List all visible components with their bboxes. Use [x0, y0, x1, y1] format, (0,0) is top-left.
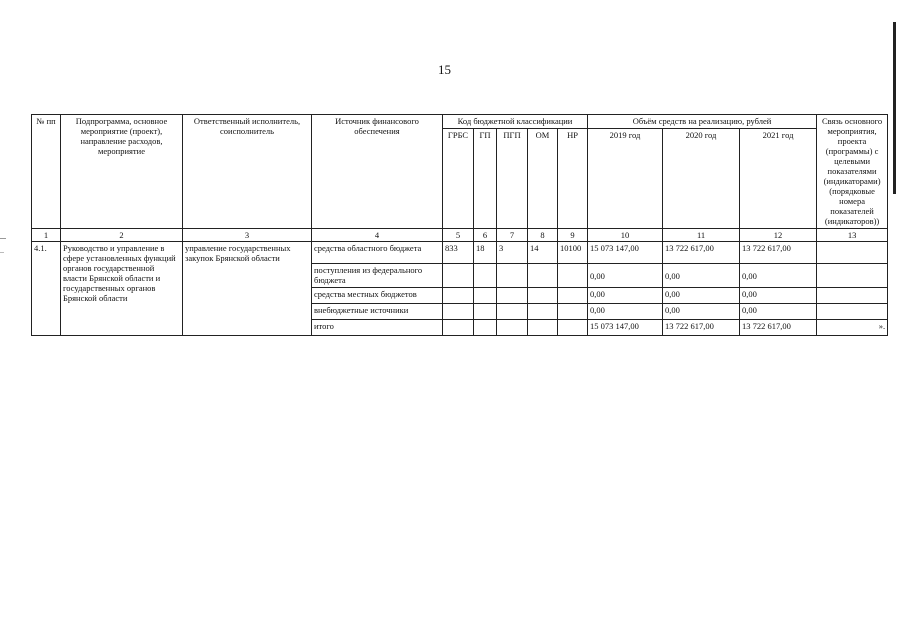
column-number: 10	[588, 229, 663, 242]
gp-cell: 18	[474, 242, 497, 264]
om-cell	[528, 288, 558, 304]
link-cell	[817, 288, 888, 304]
om-cell: 14	[528, 242, 558, 264]
om-cell	[528, 264, 558, 288]
header-link: Связь основного мероприятия, проекта (программы) с целевыми показателями (индикаторами) (порядковые номера показателей (индикаторов))	[817, 115, 888, 229]
column-number: 13	[817, 229, 888, 242]
item-name: Руководство и управление в сфере установленных функций органов государственной власти Брянской области и государственных органов Брянской области	[61, 242, 183, 336]
header-2019: 2019 год	[588, 129, 663, 229]
y2019-cell: 0,00	[588, 288, 663, 304]
source-cell-total: итого	[312, 320, 443, 336]
header-num: № пп	[32, 115, 61, 229]
grbs-cell	[443, 320, 474, 336]
source-cell: внебюджетные источники	[312, 304, 443, 320]
column-number: 5	[443, 229, 474, 242]
nr-cell: 10100	[558, 242, 588, 264]
grbs-cell	[443, 264, 474, 288]
om-cell	[528, 320, 558, 336]
source-cell: средства местных бюджетов	[312, 288, 443, 304]
header-executor: Ответственный исполнитель, соисполнитель	[183, 115, 312, 229]
y2020-total: 13 722 617,00	[663, 320, 740, 336]
gp-cell	[474, 320, 497, 336]
y2021-cell: 0,00	[740, 264, 817, 288]
y2019-cell: 0,00	[588, 264, 663, 288]
column-number: 8	[528, 229, 558, 242]
nr-cell	[558, 264, 588, 288]
y2021-cell: 0,00	[740, 288, 817, 304]
y2019-cell: 0,00	[588, 304, 663, 320]
gp-cell	[474, 264, 497, 288]
gp-cell	[474, 288, 497, 304]
pgp-cell	[497, 288, 528, 304]
column-number: 3	[183, 229, 312, 242]
link-cell	[817, 242, 888, 264]
header-source: Источник финансового обеспечения	[312, 115, 443, 229]
header-pgp: ПГП	[497, 129, 528, 229]
pgp-cell	[497, 264, 528, 288]
column-number: 11	[663, 229, 740, 242]
column-number: 12	[740, 229, 817, 242]
header-volume: Объём средств на реализацию, рублей	[588, 115, 817, 129]
y2019-cell: 15 073 147,00	[588, 242, 663, 264]
header-grbs: ГРБС	[443, 129, 474, 229]
column-number: 1	[32, 229, 61, 242]
scan-edge-mark	[893, 22, 896, 194]
om-cell	[528, 304, 558, 320]
table-row	[32, 242, 888, 264]
y2021-cell: 0,00	[740, 304, 817, 320]
column-number: 2	[61, 229, 183, 242]
grbs-cell: 833	[443, 242, 474, 264]
header-bcc: Код бюджетной классификации	[443, 115, 588, 129]
column-number: 7	[497, 229, 528, 242]
link-cell	[817, 304, 888, 320]
item-number: 4.1.	[32, 242, 61, 336]
header-om: ОМ	[528, 129, 558, 229]
header-nr: НР	[558, 129, 588, 229]
nr-cell	[558, 320, 588, 336]
y2021-cell: 13 722 617,00	[740, 242, 817, 264]
y2021-total: 13 722 617,00	[740, 320, 817, 336]
y2020-cell: 0,00	[663, 288, 740, 304]
y2020-cell: 13 722 617,00	[663, 242, 740, 264]
nr-cell	[558, 288, 588, 304]
y2020-cell: 0,00	[663, 304, 740, 320]
page-number: 15	[438, 62, 451, 77]
header-2021: 2021 год	[740, 129, 817, 229]
closing-quote: ».	[817, 320, 888, 336]
y2020-cell: 0,00	[663, 264, 740, 288]
item-executor: управление государственных закупок Брянской области	[183, 242, 312, 336]
header-subprogram: Подпрограмма, основное мероприятие (проект), направление расходов, мероприятие	[61, 115, 183, 229]
header-2020: 2020 год	[663, 129, 740, 229]
grbs-cell	[443, 304, 474, 320]
column-number: 4	[312, 229, 443, 242]
grbs-cell	[443, 288, 474, 304]
header-gp: ГП	[474, 129, 497, 229]
scan-dash-mark	[0, 238, 6, 239]
source-cell: поступления из федерального бюджета	[312, 264, 443, 288]
budget-table	[31, 114, 888, 336]
source-cell: средства областного бюджета	[312, 242, 443, 264]
column-number: 6	[474, 229, 497, 242]
y2019-total: 15 073 147,00	[588, 320, 663, 336]
link-cell	[817, 264, 888, 288]
column-number: 9	[558, 229, 588, 242]
scan-dash-mark-2	[0, 252, 4, 253]
pgp-cell	[497, 304, 528, 320]
gp-cell	[474, 304, 497, 320]
pgp-cell	[497, 320, 528, 336]
pgp-cell: 3	[497, 242, 528, 264]
nr-cell	[558, 304, 588, 320]
